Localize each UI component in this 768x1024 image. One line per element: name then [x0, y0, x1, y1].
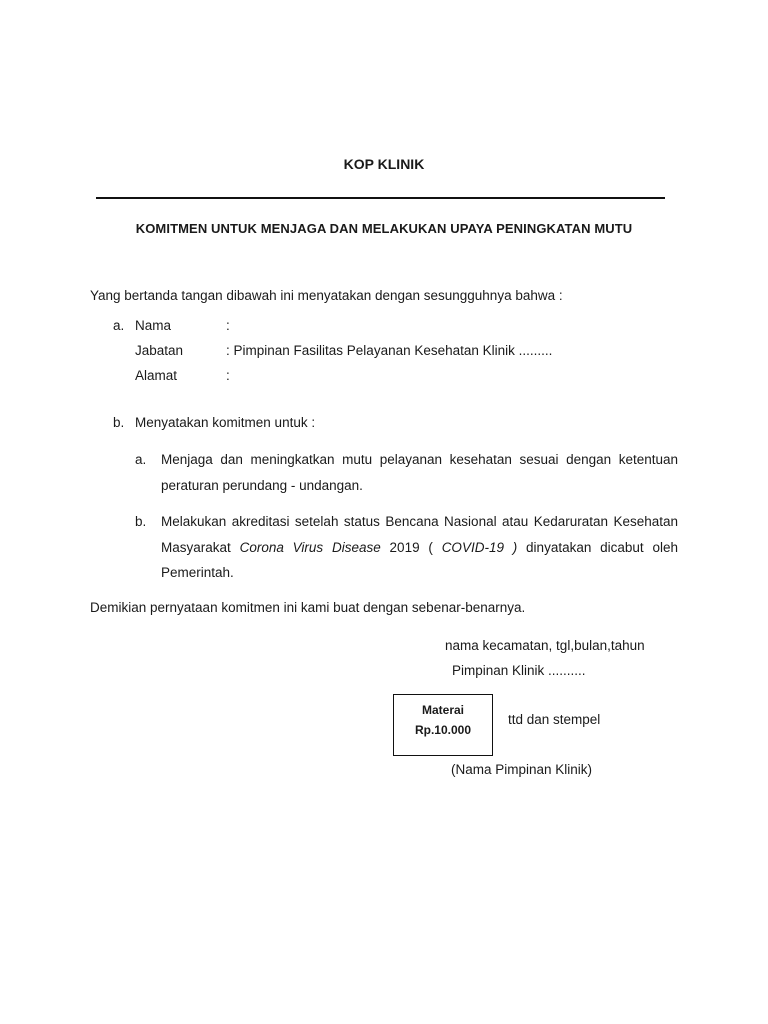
identity-value-alamat: :	[226, 368, 230, 383]
commitment-heading: Menyatakan komitmen untuk :	[135, 415, 316, 430]
commitment-item-a-marker: a.	[135, 452, 147, 467]
letterhead-divider	[96, 197, 665, 199]
identity-label-jabatan: Jabatan	[135, 343, 184, 358]
duty-stamp-label: Materai	[421, 703, 465, 717]
commitment-item-a-text: Menjaga dan meningkatkan mutu pelayanan kesehatan sesuai dengan ketentuan peraturan perundang - undangan.	[161, 452, 678, 493]
identity-value-jabatan: : Pimpinan Fasilitas Pelayanan Kesehatan Klinik .........	[226, 343, 553, 358]
signature-note: ttd dan stempel	[508, 712, 601, 727]
duty-stamp-box	[393, 694, 493, 756]
signature-place-date: nama kecamatan, tgl,bulan,tahun	[445, 638, 645, 653]
identity-label-alamat: Alamat	[135, 368, 178, 383]
identity-value-nama: :	[226, 318, 230, 333]
duty-stamp-value: Rp.10.000	[414, 723, 472, 737]
identity-label-nama: Nama	[135, 318, 172, 333]
signature-role: Pimpinan Klinik ..........	[452, 663, 586, 678]
letterhead-title: KOP KLINIK	[343, 156, 425, 172]
commitment-item-b-text: Melakukan akreditasi setelah status Bencana Nasional atau Kedaruratan Kesehatan Masyarakat Corona Virus Disease 2019 ( COVID-19 ) dinyatakan dicabut oleh Pemerintah.	[161, 514, 679, 580]
intro-text: Yang bertanda tangan dibawah ini menyatakan dengan sesungguhnya bahwa :	[90, 288, 563, 303]
commitment-marker: b.	[113, 415, 125, 430]
signature-name: (Nama Pimpinan Klinik)	[451, 762, 593, 777]
commitment-item-b-marker: b.	[135, 514, 147, 529]
document-title: KOMITMEN UNTUK MENJAGA DAN MELAKUKAN UPAYA PENINGKATAN MUTU	[135, 221, 633, 236]
closing-text: Demikian pernyataan komitmen ini kami buat dengan sebenar-benarnya.	[90, 600, 526, 615]
identity-marker: a.	[113, 318, 125, 333]
